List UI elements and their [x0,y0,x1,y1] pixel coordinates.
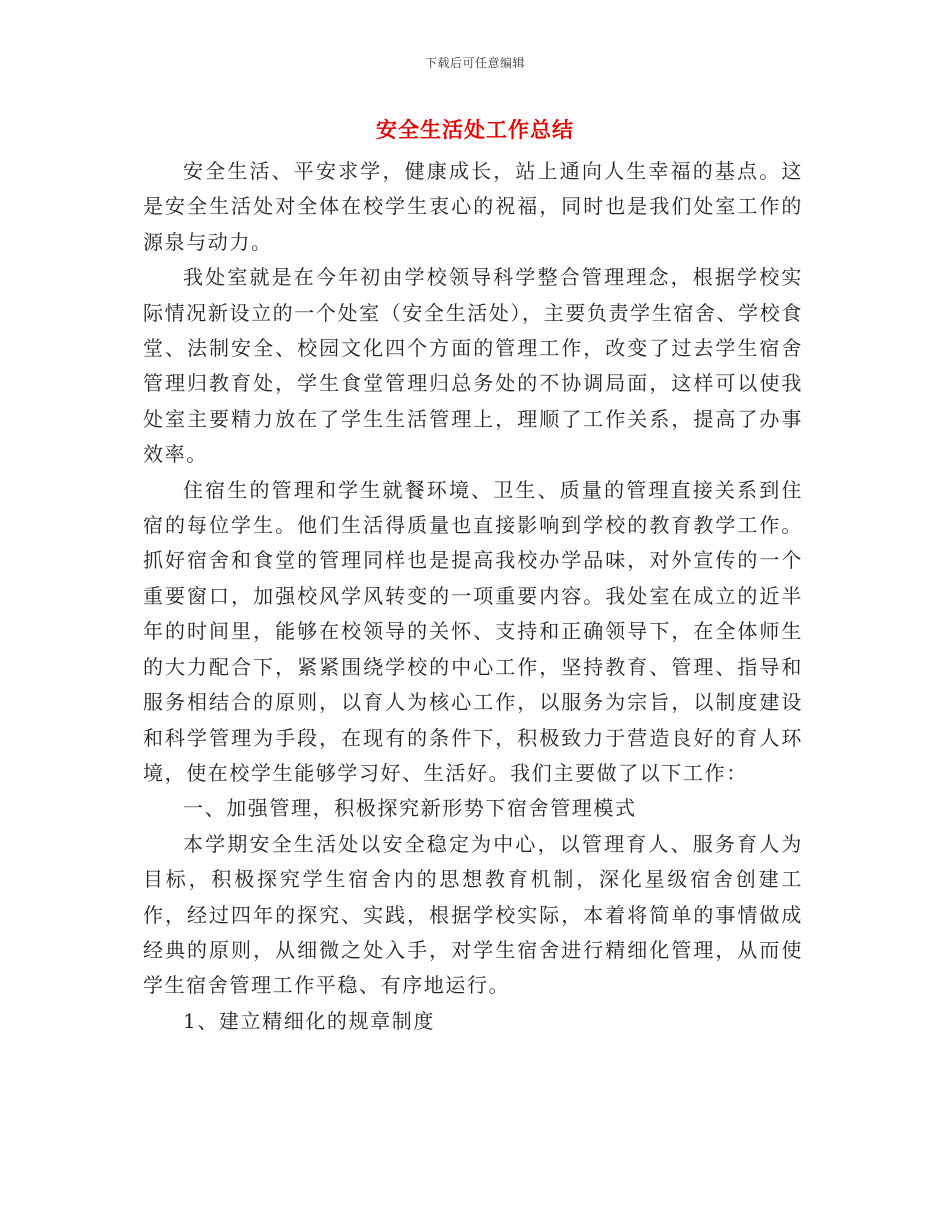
paragraph-dormitory-management: 本学期安全生活处以安全稳定为中心，以管理育人、服务育人为目标，积极探究学生宿舍内的思想教育机制，深化星级宿舍创建工作，经过四年的探究、实践，根据学校实际，本着将简单的事情做成经典的原则，从细微之处入手，对学生宿舍进行精细化管理，从而使学生宿舍管理工作平稳、有序地运行。 [143,831,803,998]
paragraph-office-setup: 我处室就是在今年初由学校领导科学整合管理理念，根据学校实际情况新设立的一个处室（安全生活处），主要负责学生宿舍、学校食堂、法制安全、校园文化四个方面的管理工作，改变了过去学生宿舍管理归教育处，学生食堂管理归总务处的不协调局面，这样可以使我处室主要精力放在了学生生活管理上，理顺了工作关系，提高了办事效率。 [143,265,803,467]
section-heading-1: 一、加强管理，积极探究新形势下宿舍管理模式 [183,796,637,821]
header-note: 下载后可任意编辑 [424,56,525,70]
paragraph-intro: 安全生活、平安求学，健康成长，站上通向人生幸福的基点。这是安全生活处对全体在校学生衷心的祝福，同时也是我们处室工作的源泉与动力。 [143,159,803,254]
subsection-heading-1: 1、建立精细化的规章制度 [183,1008,435,1033]
document-body [143,154,803,1039]
paragraph-management-overview: 住宿生的管理和学生就餐环境、卫生、质量的管理直接关系到住宿的每位学生。他们生活得质量也直接影响到学校的教育教学工作。抓好宿舍和食堂的管理同样也是提高我校办学品味，对外宣传的一个重要窗口，加强校风学风转变的一项重要内容。我处室在成立的近半年的时间里，能够在校领导的关怀、支持和正确领导下，在全体师生的大力配合下，紧紧围绕学校的中心工作，坚持教育、管理、指导和服务相结合的原则，以育人为核心工作，以服务为宗旨，以制度建设和科学管理为手段，在现有的条件下，积极致力于营造良好的育人环境，使在校学生能够学习好、生活好。我们主要做了以下工作： [143,477,803,785]
document-title: 安全生活处工作总结 [376,117,574,142]
